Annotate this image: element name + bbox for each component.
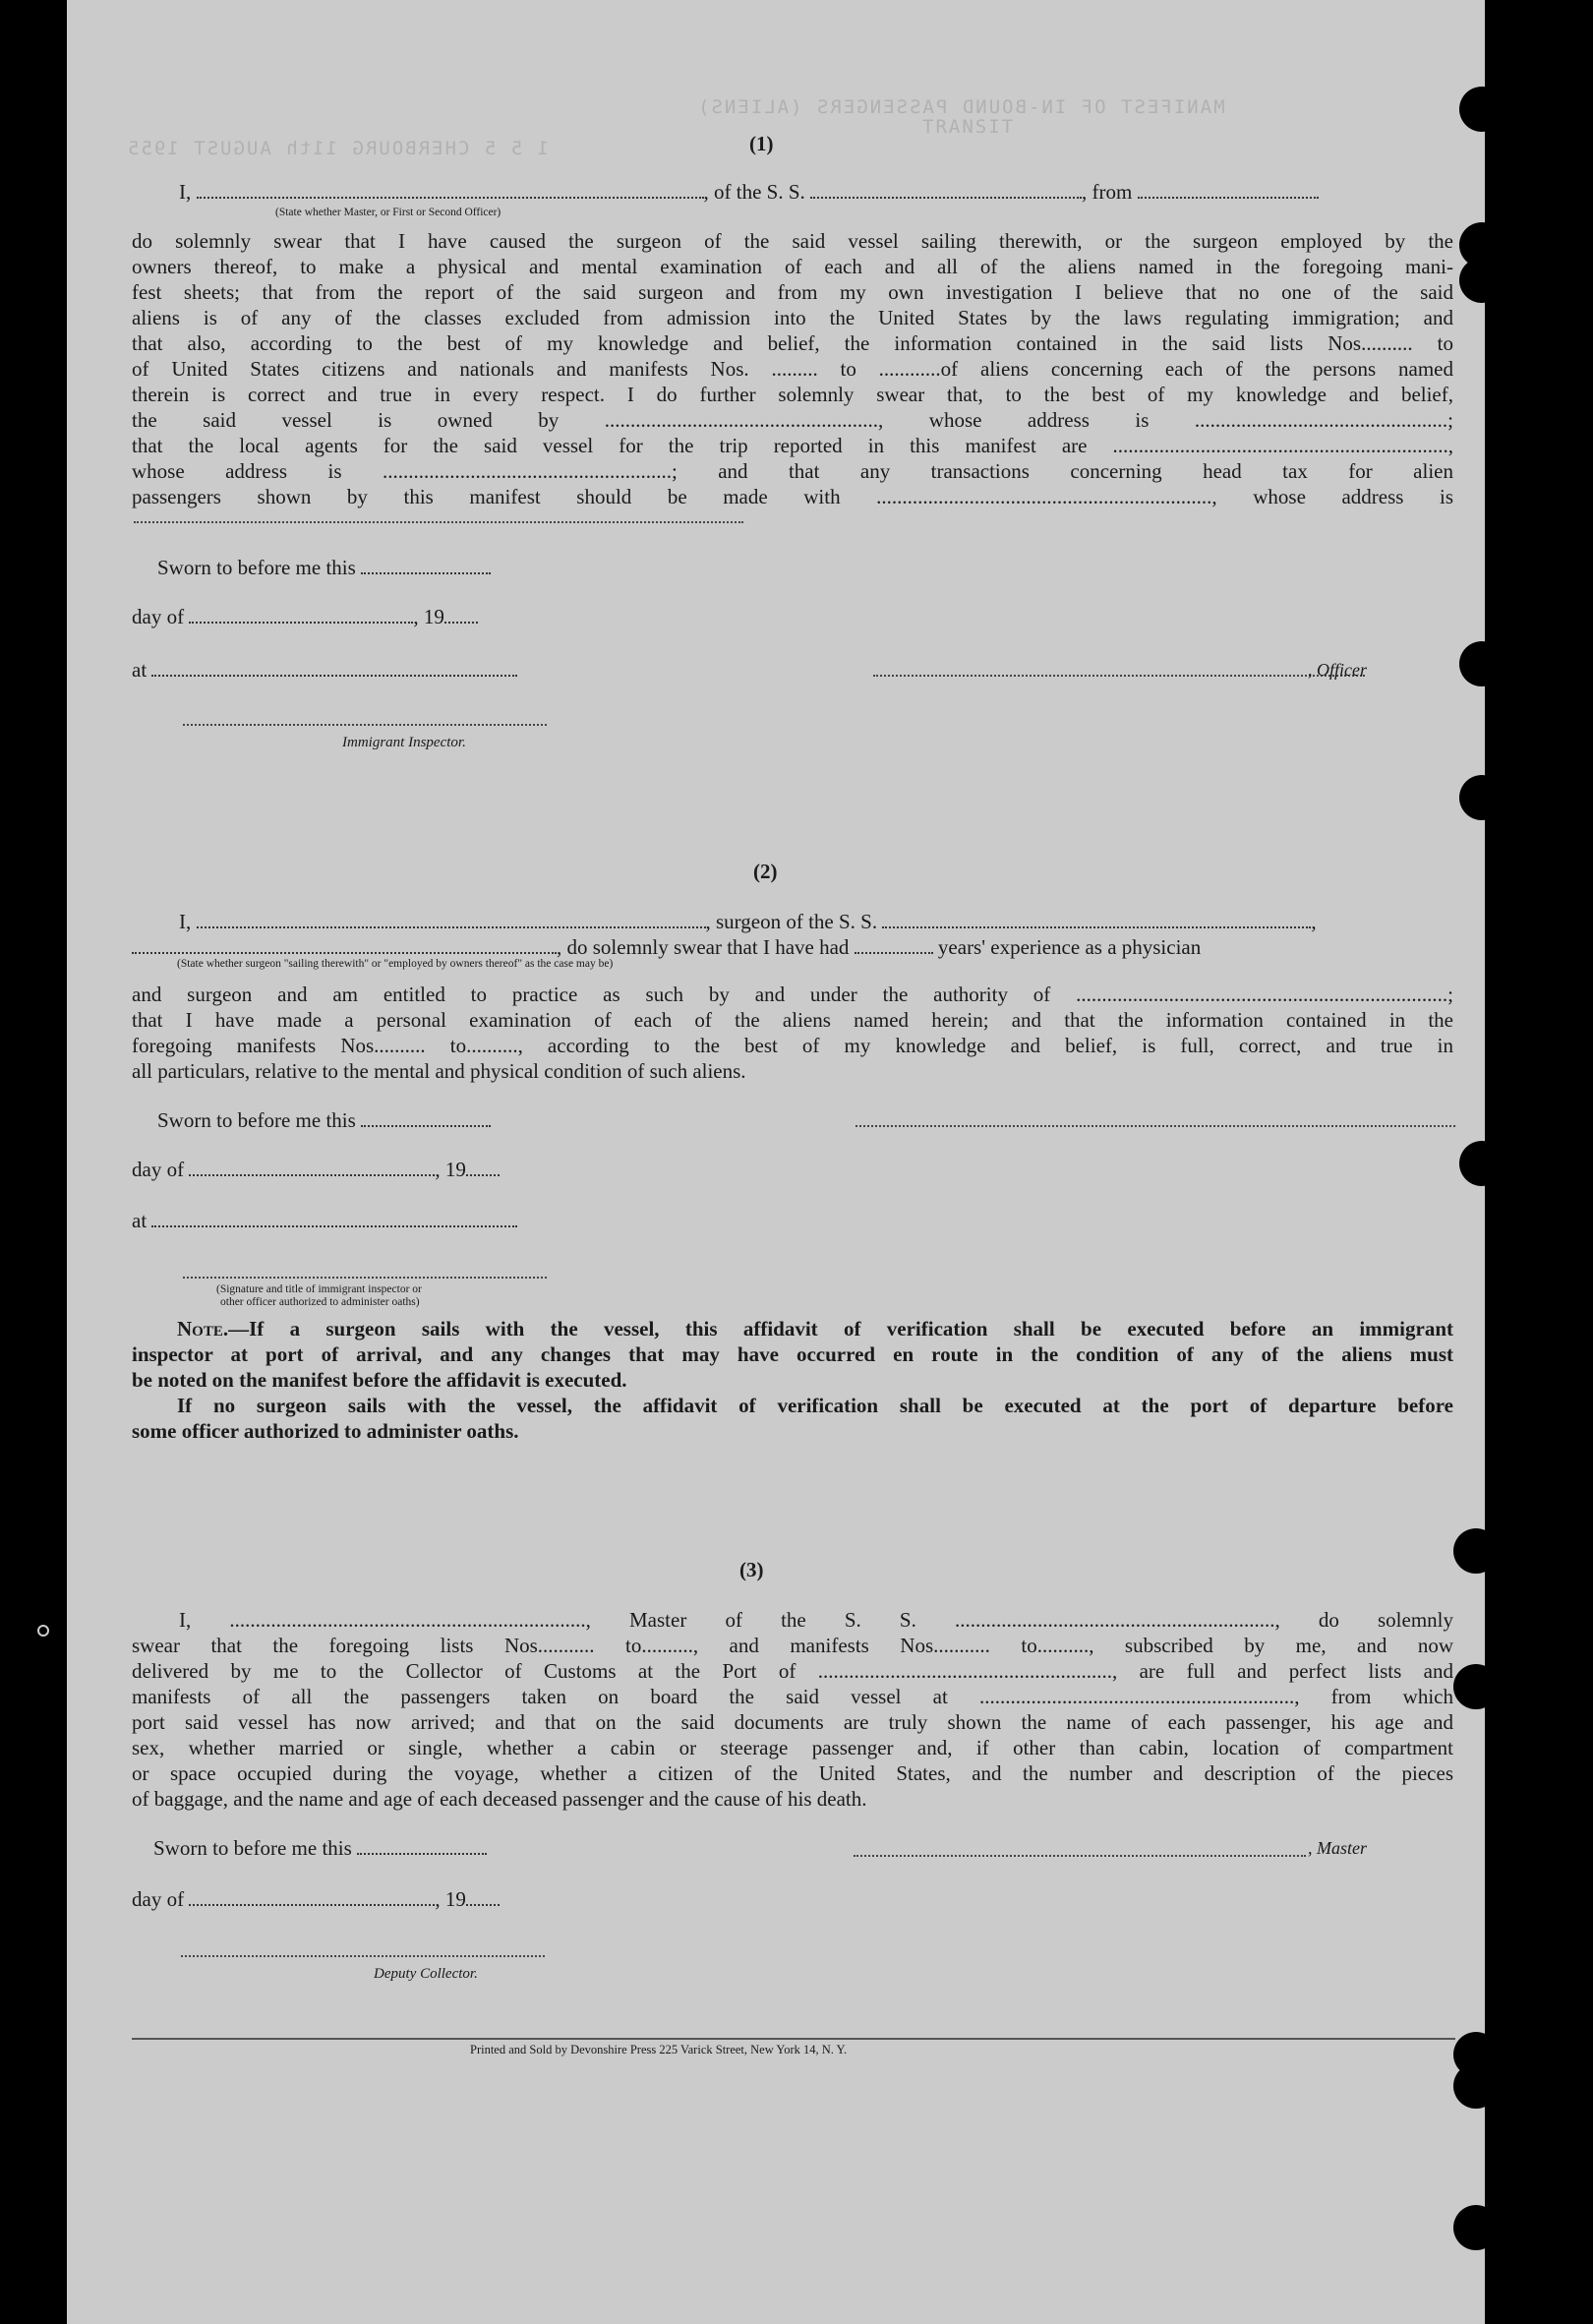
section-3-line: I, ....................................................................., Master of the S. S. .............................................................., do solemnly — [179, 1608, 1453, 1632]
surgeon-of-ss-label: , surgeon of the S. S. — [705, 910, 878, 933]
punch-hole — [1459, 258, 1485, 303]
sworn-date-field-2[interactable] — [361, 1109, 491, 1127]
year-field-1[interactable] — [444, 606, 478, 624]
note-label: Note. — [177, 1317, 229, 1341]
margin-ring — [37, 1625, 49, 1637]
section-2-line: all particulars, relative to the mental and physical condition of such aliens. — [132, 1059, 746, 1083]
day-of-line-1 — [132, 604, 478, 629]
bleed-through-date: 1 5 5 CHERBOURG 11th AUGUST 1955 — [126, 138, 550, 159]
inspector-signature-field[interactable] — [183, 724, 547, 726]
section-1-line: owners thereof, to make a physical and mental examination of each and all of the aliens named in the foregoing mani- — [132, 255, 1453, 278]
section-3-line: sex, whether married or single, whether a cabin or steerage passenger and, if other than cabin, location of compartment — [132, 1736, 1453, 1759]
printer-credit: Printed and Sold by Devonshire Press 225 Varick Street, New York 14, N. Y. — [470, 2043, 848, 2056]
section-3-number: (3) — [739, 1558, 764, 1581]
section-1-line-1 — [179, 179, 1457, 205]
section-3-line: of baggage, and the name and age of each deceased passenger and the cause of his death. — [132, 1787, 867, 1811]
section-1-line: fest sheets; that from the report of the said surgeon and from my own investigation I believe that no one of the said — [132, 280, 1453, 304]
surgeon-status-field[interactable] — [132, 936, 557, 954]
master-signature-field[interactable] — [854, 1855, 1306, 1857]
punch-hole — [1453, 1664, 1485, 1709]
deputy-signature-field[interactable] — [181, 1955, 545, 1957]
note-text: —If a surgeon sails with the vessel, this affidavit of verification shall be executed before an immigrant — [228, 1317, 1453, 1341]
sworn-label-1: Sworn to before me this — [157, 556, 356, 579]
section-2-line: and surgeon and am entitled to practice as such by and under the authority of ........................................................................; — [132, 983, 1453, 1006]
day-of-field-3[interactable] — [189, 1888, 435, 1906]
punch-hole — [1453, 2063, 1485, 2109]
section-2-line: foregoing manifests Nos.......... to.........., according to the best of my knowledge and belief, is full, correct, and true in — [132, 1034, 1453, 1057]
section-2-body — [132, 982, 1453, 1084]
master-name-field[interactable] — [197, 181, 704, 199]
section-1-i: I, — [179, 180, 192, 204]
sworn-date-field-1[interactable] — [361, 557, 491, 574]
section-3-body — [132, 1607, 1453, 1812]
departure-port-field[interactable] — [1138, 181, 1319, 199]
year-label-2: , 19 — [435, 1158, 466, 1181]
section-1-from: , from — [1082, 180, 1133, 204]
at-line-2 — [132, 1208, 517, 1233]
section-3-line: swear that the foregoing lists Nos........... to.........., and manifests Nos........... to.........., subscribed by me, and now — [132, 1634, 1453, 1657]
deputy-collector-label: Deputy Collector. — [374, 1966, 478, 1982]
section-1-number: (1) — [749, 132, 774, 155]
punch-hole — [1459, 1141, 1485, 1186]
officer-label: , Officer — [1308, 660, 1367, 680]
sworn-line-3 — [153, 1835, 487, 1861]
caption-master: (State whether Master, or First or Second Officer) — [275, 207, 502, 218]
section-2-i: I, — [179, 910, 192, 933]
section-2-number: (2) — [753, 860, 778, 883]
manifest-page — [67, 0, 1485, 2324]
note-line — [132, 1316, 1453, 1341]
day-of-label-3: day of — [132, 1887, 185, 1911]
section-2-line-1: I, , surgeon of the S. S. , — [179, 910, 1317, 933]
day-of-line-2 — [132, 1157, 500, 1182]
at-label-1: at — [132, 658, 148, 682]
at-place-field-2[interactable] — [151, 1210, 517, 1227]
sworn-date-field-3[interactable] — [357, 1837, 487, 1855]
day-of-field-2[interactable] — [189, 1159, 435, 1176]
bleed-through-transit: TRANSIT — [922, 116, 1016, 138]
surgeon-signature-field[interactable] — [856, 1125, 1455, 1127]
address-continuation-field[interactable] — [134, 521, 743, 523]
immigrant-inspector-label: Immigrant Inspector. — [342, 735, 466, 750]
note-line: If no surgeon sails with the vessel, the affidavit of verification shall be executed at the port of departure before — [177, 1394, 1453, 1417]
signature-caption-1: (Signature and title of immigrant inspector or — [216, 1283, 422, 1295]
year-label-1: , 19 — [413, 605, 444, 628]
sworn-line-1 — [157, 555, 491, 580]
section-1-line: therein is correct and true in every respect. I do further solemnly swear that, to the best of my knowledge and belief, — [132, 383, 1453, 406]
swear-label: , do solemnly swear that I have had — [557, 935, 850, 959]
section-1-line: that also, according to the best of my knowledge and belief, the information contained in the said lists Nos.......... to — [132, 331, 1453, 355]
punch-hole — [1453, 1528, 1485, 1574]
at-place-field-1[interactable] — [151, 659, 517, 677]
vessel-name-field[interactable] — [810, 181, 1082, 199]
sworn-label-2: Sworn to before me this — [157, 1108, 356, 1132]
footer-rule — [132, 2038, 1455, 2040]
section-1-line: whose address is ........................................................; and that any transactions concerning head tax for alien — [132, 459, 1453, 483]
caption-surgeon: (State whether surgeon "sailing therewith" or "employed by owners thereof" as the case may be) — [177, 958, 614, 970]
section-3-line: port said vessel has now arrived; and that on the said documents are truly shown the name of each passenger, his age and — [132, 1710, 1453, 1734]
at-label-2: at — [132, 1209, 148, 1232]
years-experience-label: years' experience as a physician — [937, 935, 1202, 959]
day-of-label-2: day of — [132, 1158, 185, 1181]
surgeon-vessel-field[interactable] — [882, 911, 1311, 928]
section-1-of-ss: , of the S. S. — [703, 180, 805, 204]
day-of-line-3 — [132, 1886, 500, 1912]
punch-hole — [1459, 775, 1485, 820]
year-label-3: , 19 — [435, 1887, 466, 1911]
punch-hole — [1459, 87, 1485, 132]
signature-caption-2: other officer authorized to administer oaths) — [220, 1296, 420, 1308]
note-line: be noted on the manifest before the affidavit is executed. — [132, 1368, 627, 1392]
section-1-line: do solemnly swear that I have caused the surgeon of the said vessel sailing therewith, or the surgeon employed by the — [132, 229, 1453, 253]
day-of-field-1[interactable] — [189, 606, 413, 624]
section-1-line: aliens is of any of the classes excluded from admission into the United States by the laws regulating immigration; and — [132, 306, 1453, 329]
year-field-2[interactable] — [466, 1159, 500, 1176]
sworn-line-2 — [157, 1107, 491, 1133]
note-line: some officer authorized to administer oaths. — [132, 1419, 519, 1443]
year-field-3[interactable] — [466, 1888, 500, 1906]
section-1-line: that the local agents for the said vessel for the trip reported in this manifest are ................................................................., — [132, 434, 1453, 457]
section-3-line: delivered by me to the Collector of Customs at the Port of ........................................................., are full and perfect lists and — [132, 1659, 1453, 1683]
master-label: , Master — [1308, 1838, 1367, 1858]
officer-signature-field[interactable] — [873, 675, 1365, 677]
punch-hole — [1459, 641, 1485, 686]
section-1-body — [132, 228, 1453, 509]
section-2-line: that I have made a personal examination of each of the aliens named herein; and that the information contained in the — [132, 1008, 1453, 1032]
section-1-line: of United States citizens and nationals and manifests Nos. ......... to ............of aliens concerning each of the persons named — [132, 357, 1453, 381]
bleed-through-header: MANIFEST OF IN-BOUND PASSENGERS (ALIENS) — [696, 96, 1225, 118]
years-field[interactable] — [855, 936, 933, 954]
note-block — [132, 1316, 1453, 1444]
sworn-label-3: Sworn to before me this — [153, 1836, 352, 1860]
section-1-line: the said vessel is owned by ....................................................., whose address is .................................................; — [132, 408, 1453, 432]
day-of-label-1: day of — [132, 605, 185, 628]
surgeon-name-field[interactable] — [197, 911, 706, 928]
punch-hole — [1453, 2205, 1485, 2250]
section-1-line: passengers shown by this manifest should be made with ................................................................., whose address is — [132, 485, 1453, 508]
section-3-line: manifests of all the passengers taken on board the said vessel at ............................................................., from which — [132, 1685, 1453, 1708]
at-line-1 — [132, 657, 1453, 683]
section-3-line: or space occupied during the voyage, whether a citizen of the United States, and the number and description of the pieces — [132, 1761, 1453, 1785]
section-2-line-2 — [132, 934, 1453, 960]
note-line: inspector at port of arrival, and any changes that may have occurred en route in the condition of any of the aliens must — [132, 1342, 1453, 1366]
administrator-signature-field[interactable] — [183, 1277, 547, 1279]
